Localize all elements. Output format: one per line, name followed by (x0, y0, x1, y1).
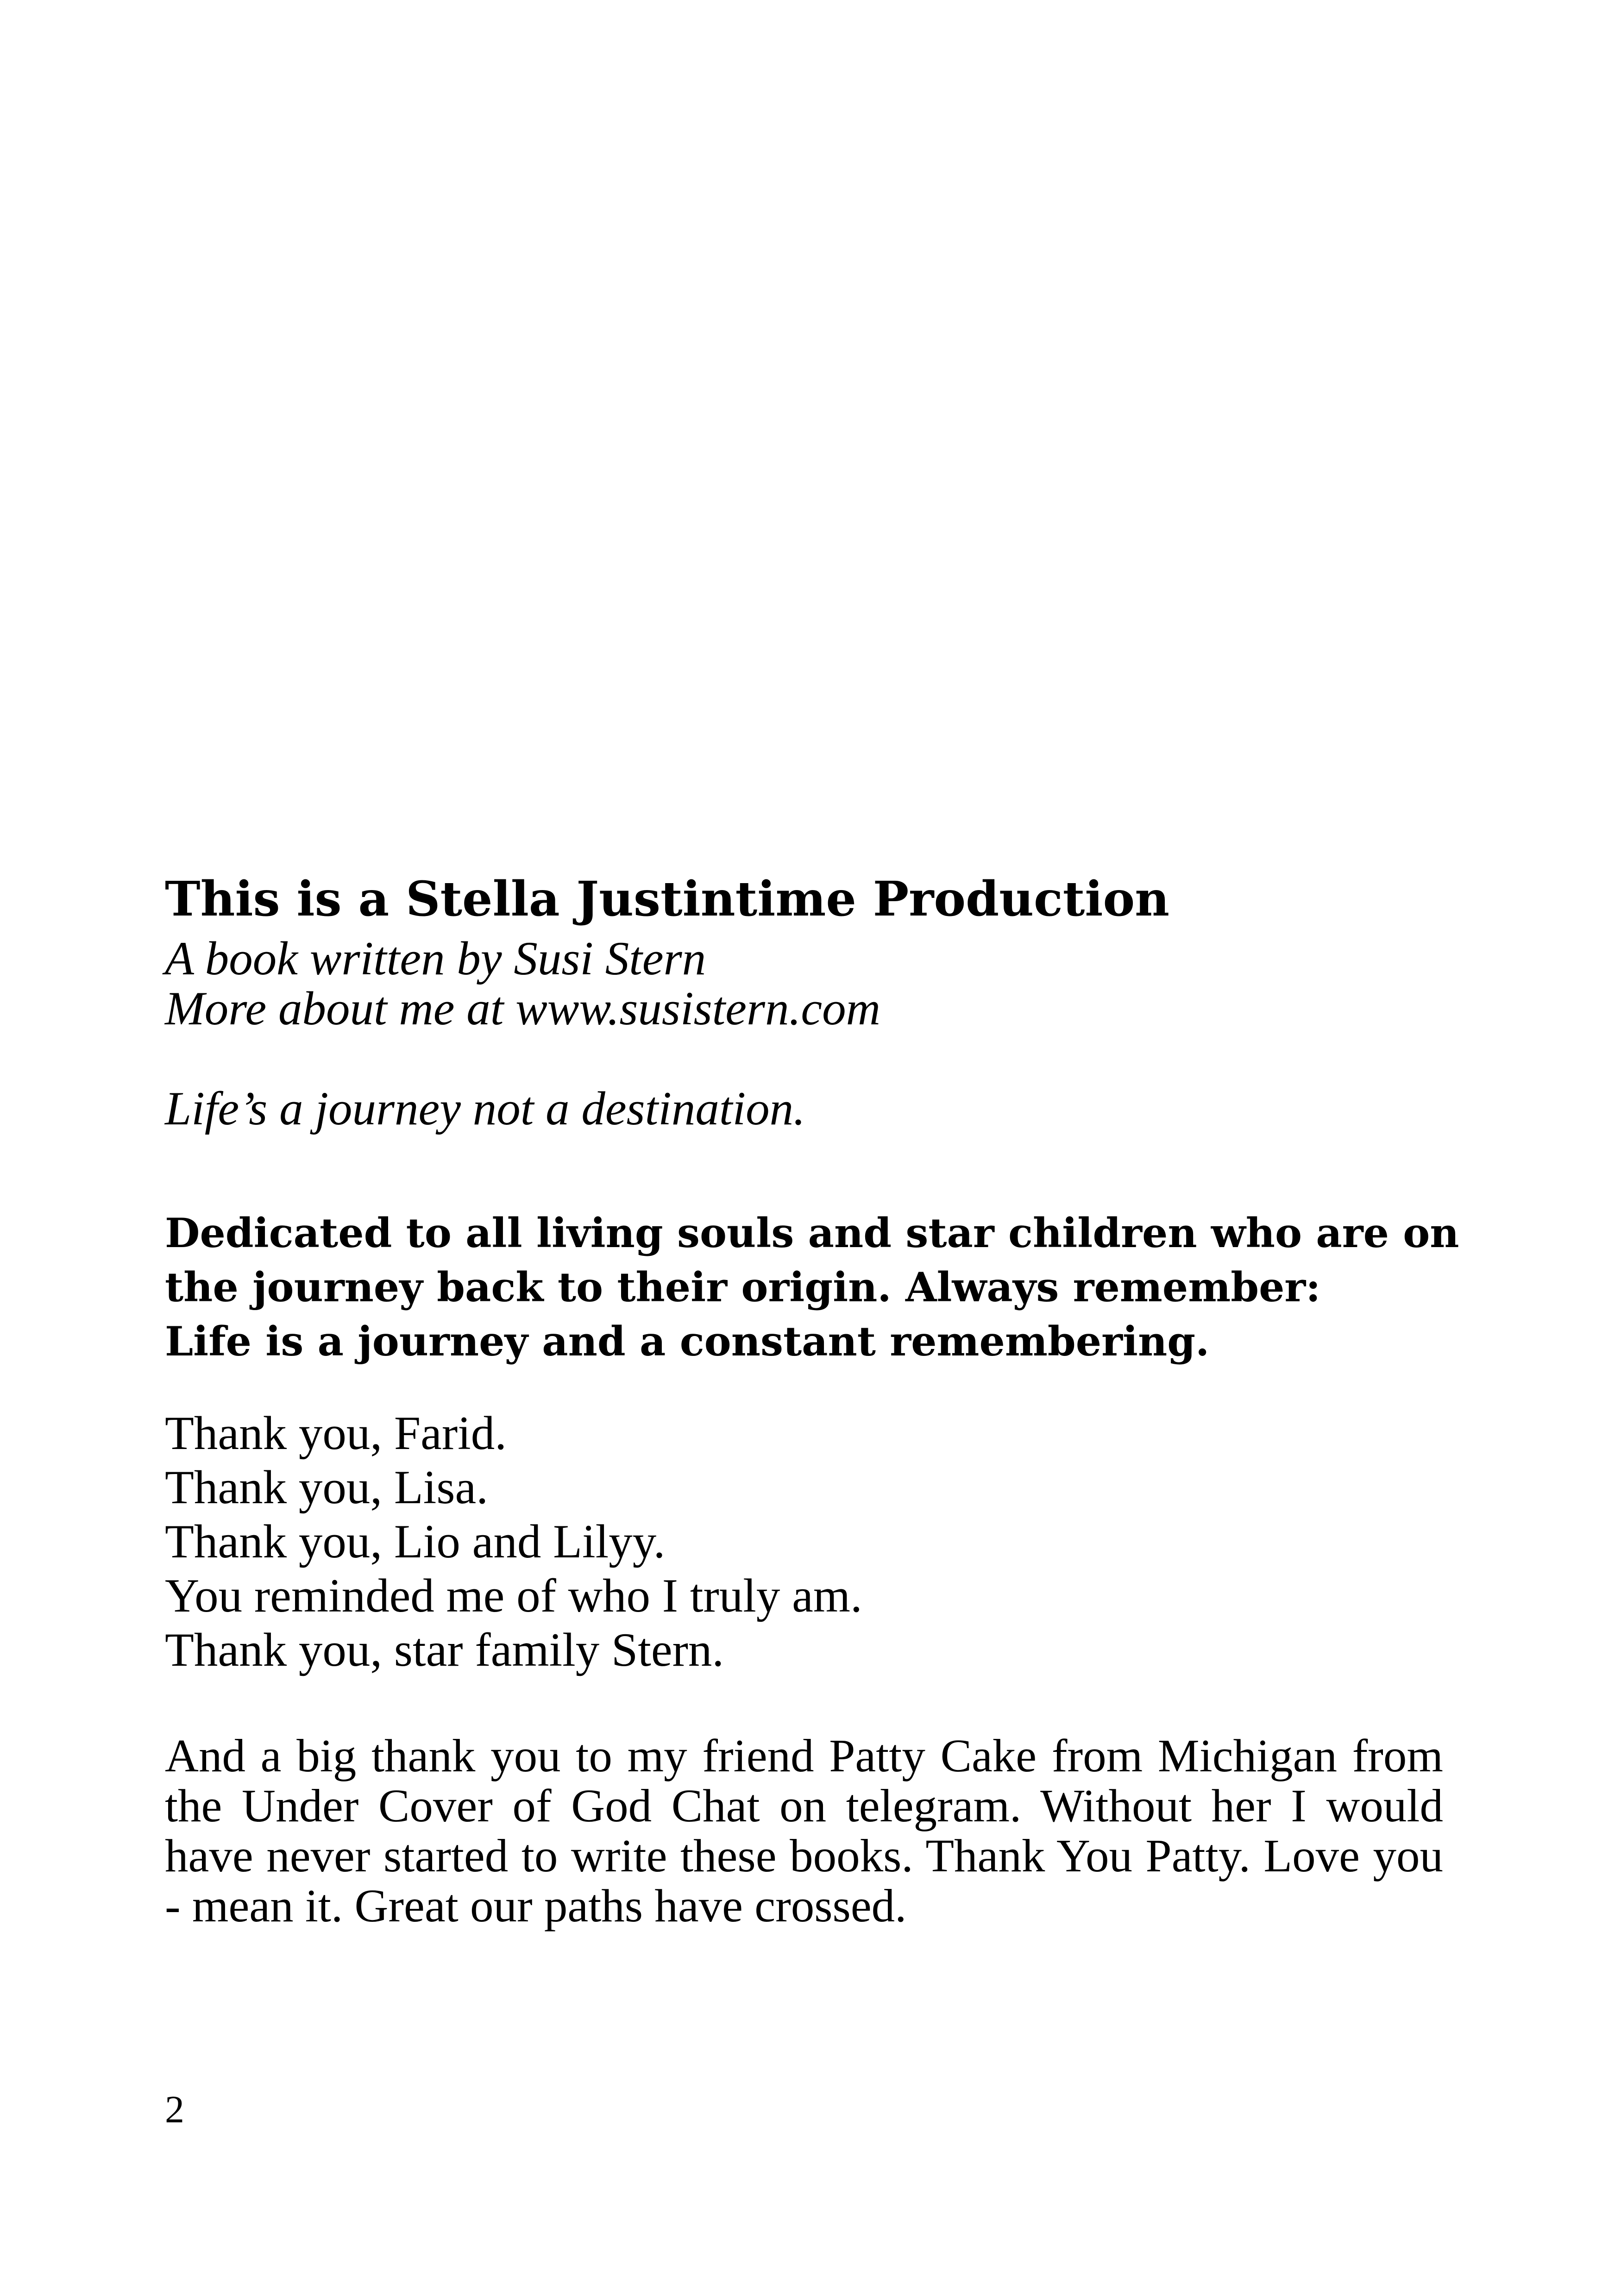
dedication-line: Life is a journey and a constant remembering. (165, 1317, 1210, 1365)
author-byline: A book written by Susi Stern (165, 932, 706, 985)
thanks-line: Thank you, star family Stern. (165, 1624, 724, 1676)
thanks-block (165, 1406, 1457, 1677)
page-number: 2 (165, 2088, 184, 2131)
motto: Life’s a journey not a destination. (165, 1082, 805, 1135)
thanks-line: Thank you, Farid. (165, 1407, 507, 1460)
thanks-line: You reminded me of who I truly am. (165, 1569, 862, 1622)
closing-paragraph: And a big thank you to my friend Patty Cake from Michigan from the Under Cover of God Chat on telegram. Without her I would have never started to write these books. Thank You Patty. Love you - mean it. Great our paths have crossed. (165, 1730, 1443, 1932)
thanks-line: Thank you, Lisa. (165, 1461, 488, 1514)
production-title: This is a Stella Justintime Production (165, 871, 1170, 927)
dedication-line: the journey back to their origin. Always remember: (165, 1263, 1321, 1311)
credits-block (165, 934, 1457, 1034)
dedication-block (165, 1206, 1457, 1368)
author-website-line: More about me at www.susistern.com (165, 982, 880, 1035)
thanks-line: Thank you, Lio and Lilyy. (165, 1515, 666, 1568)
dedication-line: Dedicated to all living souls and star children who are on (165, 1209, 1459, 1257)
dedication-page-content (165, 871, 1457, 1977)
